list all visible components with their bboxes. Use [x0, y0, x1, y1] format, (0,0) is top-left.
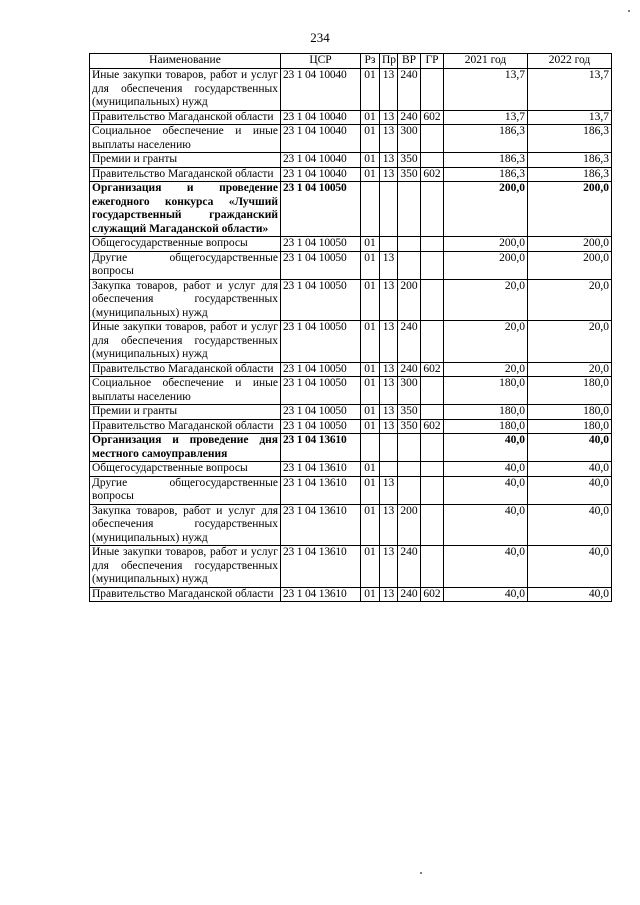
cell-vr: 200 — [398, 279, 421, 321]
cell-rz: 01 — [361, 504, 380, 546]
cell-csr: 23 1 04 13610 — [281, 546, 361, 588]
cell-2021: 186,3 — [444, 153, 528, 168]
cell-vr: 350 — [398, 405, 421, 420]
cell-rz — [361, 182, 380, 237]
header-csr: ЦСР — [281, 54, 361, 69]
cell-csr: 23 1 04 10050 — [281, 362, 361, 377]
cell-name: Премии и гранты — [90, 405, 281, 420]
table-row — [90, 69, 612, 111]
cell-2022: 186,3 — [528, 153, 612, 168]
cell-pr: 13 — [380, 419, 398, 434]
cell-rz: 01 — [361, 377, 380, 405]
table-row — [90, 405, 612, 420]
cell-pr: 13 — [380, 125, 398, 153]
table-row — [90, 167, 612, 182]
cell-pr — [380, 182, 398, 237]
table-row — [90, 362, 612, 377]
cell-gr — [421, 377, 444, 405]
cell-2021: 13,7 — [444, 110, 528, 125]
table-row — [90, 504, 612, 546]
cell-pr: 13 — [380, 587, 398, 602]
cell-csr: 23 1 04 13610 — [281, 587, 361, 602]
cell-pr: 13 — [380, 362, 398, 377]
cell-gr — [421, 504, 444, 546]
cell-2022: 13,7 — [528, 69, 612, 111]
cell-2022: 180,0 — [528, 405, 612, 420]
cell-vr: 240 — [398, 362, 421, 377]
cell-2022: 20,0 — [528, 362, 612, 377]
cell-rz: 01 — [361, 419, 380, 434]
cell-vr — [398, 476, 421, 504]
cell-gr: 602 — [421, 419, 444, 434]
cell-rz: 01 — [361, 251, 380, 279]
cell-pr — [380, 434, 398, 462]
cell-2021: 13,7 — [444, 69, 528, 111]
table-row — [90, 546, 612, 588]
cell-name: Общегосударственные вопросы — [90, 462, 281, 477]
cell-2022: 186,3 — [528, 167, 612, 182]
cell-gr — [421, 546, 444, 588]
cell-rz: 01 — [361, 587, 380, 602]
cell-rz: 01 — [361, 167, 380, 182]
cell-rz: 01 — [361, 546, 380, 588]
cell-2022: 40,0 — [528, 476, 612, 504]
cell-gr — [421, 153, 444, 168]
cell-2021: 40,0 — [444, 504, 528, 546]
cell-rz: 01 — [361, 125, 380, 153]
cell-name: Иные закупки товаров, работ и услуг для обеспечения государственных (муниципальных) нужд — [90, 69, 281, 111]
cell-pr: 13 — [380, 377, 398, 405]
cell-gr — [421, 476, 444, 504]
cell-gr — [421, 125, 444, 153]
cell-vr: 240 — [398, 110, 421, 125]
cell-2021: 200,0 — [444, 182, 528, 237]
table-row — [90, 434, 612, 462]
cell-vr: 240 — [398, 321, 421, 363]
header-rz: Рз — [361, 54, 380, 69]
cell-2022: 13,7 — [528, 110, 612, 125]
header-vr: ВР — [398, 54, 421, 69]
cell-gr — [421, 69, 444, 111]
header-2022: 2022 год — [528, 54, 612, 69]
cell-csr: 23 1 04 13610 — [281, 504, 361, 546]
cell-2021: 40,0 — [444, 434, 528, 462]
cell-csr: 23 1 04 10040 — [281, 153, 361, 168]
cell-2022: 180,0 — [528, 419, 612, 434]
cell-rz: 01 — [361, 153, 380, 168]
cell-vr — [398, 462, 421, 477]
cell-csr: 23 1 04 13610 — [281, 476, 361, 504]
cell-vr: 350 — [398, 167, 421, 182]
cell-2021: 180,0 — [444, 405, 528, 420]
cell-rz — [361, 434, 380, 462]
cell-2021: 20,0 — [444, 362, 528, 377]
cell-csr: 23 1 04 10050 — [281, 237, 361, 252]
table-row — [90, 251, 612, 279]
cell-gr: 602 — [421, 167, 444, 182]
cell-csr: 23 1 04 10050 — [281, 251, 361, 279]
cell-name: Другие общегосударственные вопросы — [90, 251, 281, 279]
cell-2021: 180,0 — [444, 377, 528, 405]
cell-rz: 01 — [361, 237, 380, 252]
table-row — [90, 182, 612, 237]
cell-name: Закупка товаров, работ и услуг для обеспечения государственных (муниципальных) нужд — [90, 504, 281, 546]
cell-csr: 23 1 04 10050 — [281, 321, 361, 363]
page-number: 234 — [310, 30, 330, 45]
cell-vr: 200 — [398, 504, 421, 546]
cell-vr — [398, 237, 421, 252]
table-row — [90, 125, 612, 153]
cell-pr — [380, 237, 398, 252]
cell-vr: 350 — [398, 153, 421, 168]
cell-2022: 40,0 — [528, 546, 612, 588]
scan-speck — [420, 872, 422, 874]
cell-vr — [398, 182, 421, 237]
cell-pr: 13 — [380, 476, 398, 504]
cell-csr: 23 1 04 10050 — [281, 419, 361, 434]
cell-name: Иные закупки товаров, работ и услуг для обеспечения государственных (муниципальных) нужд — [90, 546, 281, 588]
cell-gr — [421, 279, 444, 321]
cell-pr: 13 — [380, 167, 398, 182]
cell-rz: 01 — [361, 476, 380, 504]
cell-gr — [421, 405, 444, 420]
table-row — [90, 279, 612, 321]
cell-name: Правительство Магаданской области — [90, 110, 281, 125]
cell-gr: 602 — [421, 110, 444, 125]
cell-csr: 23 1 04 10040 — [281, 125, 361, 153]
cell-gr — [421, 251, 444, 279]
cell-2022: 200,0 — [528, 251, 612, 279]
cell-rz: 01 — [361, 405, 380, 420]
cell-rz: 01 — [361, 110, 380, 125]
cell-rz: 01 — [361, 321, 380, 363]
scan-speck — [628, 10, 630, 12]
cell-name: Правительство Магаданской области — [90, 167, 281, 182]
cell-gr — [421, 434, 444, 462]
cell-pr: 13 — [380, 69, 398, 111]
cell-csr: 23 1 04 13610 — [281, 462, 361, 477]
cell-pr: 13 — [380, 546, 398, 588]
cell-name: Общегосударственные вопросы — [90, 237, 281, 252]
cell-pr — [380, 462, 398, 477]
cell-2021: 40,0 — [444, 462, 528, 477]
cell-name: Социальное обеспечение и иные выплаты населению — [90, 125, 281, 153]
cell-name: Премии и гранты — [90, 153, 281, 168]
cell-name: Организация и проведение ежегодного конкурса «Лучший государственный гражданский служащий Магаданской области» — [90, 182, 281, 237]
cell-vr: 240 — [398, 587, 421, 602]
cell-name: Правительство Магаданской области — [90, 587, 281, 602]
budget-table — [89, 53, 612, 602]
cell-2021: 200,0 — [444, 251, 528, 279]
cell-gr — [421, 321, 444, 363]
cell-csr: 23 1 04 10040 — [281, 69, 361, 111]
cell-2021: 186,3 — [444, 167, 528, 182]
header-name: Наименование — [90, 54, 281, 69]
table-row — [90, 462, 612, 477]
cell-gr — [421, 462, 444, 477]
cell-2022: 40,0 — [528, 504, 612, 546]
table-row — [90, 587, 612, 602]
cell-2022: 180,0 — [528, 377, 612, 405]
cell-pr: 13 — [380, 321, 398, 363]
cell-csr: 23 1 04 10050 — [281, 377, 361, 405]
cell-2021: 180,0 — [444, 419, 528, 434]
table-row — [90, 153, 612, 168]
cell-2021: 20,0 — [444, 321, 528, 363]
table-row — [90, 419, 612, 434]
cell-name: Организация и проведение дня местного самоуправления — [90, 434, 281, 462]
cell-name: Правительство Магаданской области — [90, 419, 281, 434]
cell-pr: 13 — [380, 110, 398, 125]
cell-vr: 350 — [398, 419, 421, 434]
cell-2021: 20,0 — [444, 279, 528, 321]
table-row — [90, 110, 612, 125]
cell-name: Закупка товаров, работ и услуг для обеспечения государственных (муниципальных) нужд — [90, 279, 281, 321]
cell-vr: 240 — [398, 69, 421, 111]
cell-pr: 13 — [380, 153, 398, 168]
cell-2022: 200,0 — [528, 237, 612, 252]
cell-pr: 13 — [380, 279, 398, 321]
cell-gr: 602 — [421, 587, 444, 602]
cell-csr: 23 1 04 10050 — [281, 405, 361, 420]
cell-pr: 13 — [380, 405, 398, 420]
table-row — [90, 476, 612, 504]
cell-2022: 186,3 — [528, 125, 612, 153]
cell-csr: 23 1 04 10050 — [281, 182, 361, 237]
cell-2022: 40,0 — [528, 462, 612, 477]
cell-name: Социальное обеспечение и иные выплаты населению — [90, 377, 281, 405]
cell-2022: 200,0 — [528, 182, 612, 237]
cell-rz: 01 — [361, 462, 380, 477]
cell-name: Иные закупки товаров, работ и услуг для обеспечения государственных (муниципальных) нужд — [90, 321, 281, 363]
cell-pr: 13 — [380, 251, 398, 279]
cell-csr: 23 1 04 10040 — [281, 110, 361, 125]
cell-2022: 20,0 — [528, 279, 612, 321]
cell-gr: 602 — [421, 362, 444, 377]
table-row — [90, 321, 612, 363]
header-pr: Пр — [380, 54, 398, 69]
cell-vr — [398, 434, 421, 462]
cell-2021: 200,0 — [444, 237, 528, 252]
cell-2022: 40,0 — [528, 587, 612, 602]
cell-2022: 40,0 — [528, 434, 612, 462]
cell-2021: 40,0 — [444, 476, 528, 504]
cell-csr: 23 1 04 13610 — [281, 434, 361, 462]
cell-csr: 23 1 04 10040 — [281, 167, 361, 182]
cell-name: Другие общегосударственные вопросы — [90, 476, 281, 504]
table-header-row — [90, 54, 612, 69]
header-2021: 2021 год — [444, 54, 528, 69]
table-body — [90, 69, 612, 602]
cell-csr: 23 1 04 10050 — [281, 279, 361, 321]
cell-vr: 300 — [398, 125, 421, 153]
cell-vr: 300 — [398, 377, 421, 405]
table-row — [90, 377, 612, 405]
cell-name: Правительство Магаданской области — [90, 362, 281, 377]
cell-gr — [421, 237, 444, 252]
table-row — [90, 237, 612, 252]
header-gr: ГР — [421, 54, 444, 69]
cell-vr: 240 — [398, 546, 421, 588]
cell-2021: 40,0 — [444, 587, 528, 602]
cell-rz: 01 — [361, 69, 380, 111]
cell-2021: 40,0 — [444, 546, 528, 588]
cell-2021: 186,3 — [444, 125, 528, 153]
cell-2022: 20,0 — [528, 321, 612, 363]
cell-rz: 01 — [361, 362, 380, 377]
cell-gr — [421, 182, 444, 237]
cell-rz: 01 — [361, 279, 380, 321]
cell-pr: 13 — [380, 504, 398, 546]
cell-vr — [398, 251, 421, 279]
